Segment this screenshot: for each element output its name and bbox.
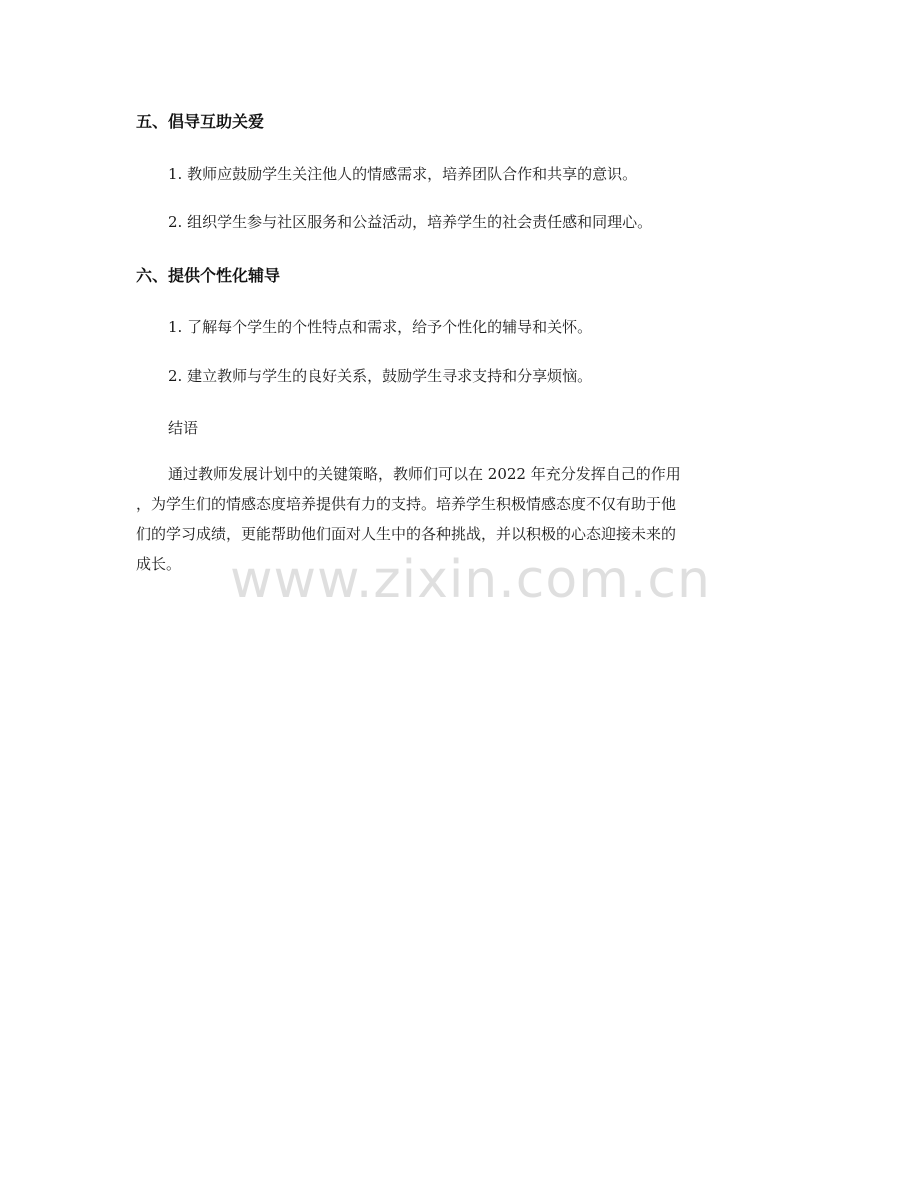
section-heading-5: 五、倡导互助关爱 <box>136 112 265 131</box>
list-item: 1. 了解每个学生的个性特点和需求，给予个性化的辅导和关怀。 <box>168 318 593 336</box>
section-heading-6: 六、提供个性化辅导 <box>136 266 281 285</box>
list-item: 2. 建立教师与学生的良好关系，鼓励学生寻求支持和分享烦恼。 <box>168 367 593 385</box>
conclusion-title: 结语 <box>168 419 199 437</box>
watermark: www.zixin.com.cn <box>230 550 711 610</box>
list-item: 1. 教师应鼓励学生关注他人的情感需求，培养团队合作和共享的意识。 <box>168 165 638 183</box>
paragraph-line: 成长。 <box>136 555 182 573</box>
paragraph-line: 们的学习成绩，更能帮助他们面对人生中的各种挑战，并以积极的心态迎接未来的 <box>136 525 677 543</box>
list-item: 2. 组织学生参与社区服务和公益活动，培养学生的社会责任感和同理心。 <box>168 213 653 231</box>
paragraph-line: ，为学生们的情感态度培养提供有力的支持。培养学生积极情感态度不仅有助于他 <box>136 495 677 513</box>
conclusion-paragraph <box>136 459 796 579</box>
paragraph-line: 通过教师发展计划中的关键策略，教师们可以在 2022 年充分发挥自己的作用 <box>168 465 681 483</box>
